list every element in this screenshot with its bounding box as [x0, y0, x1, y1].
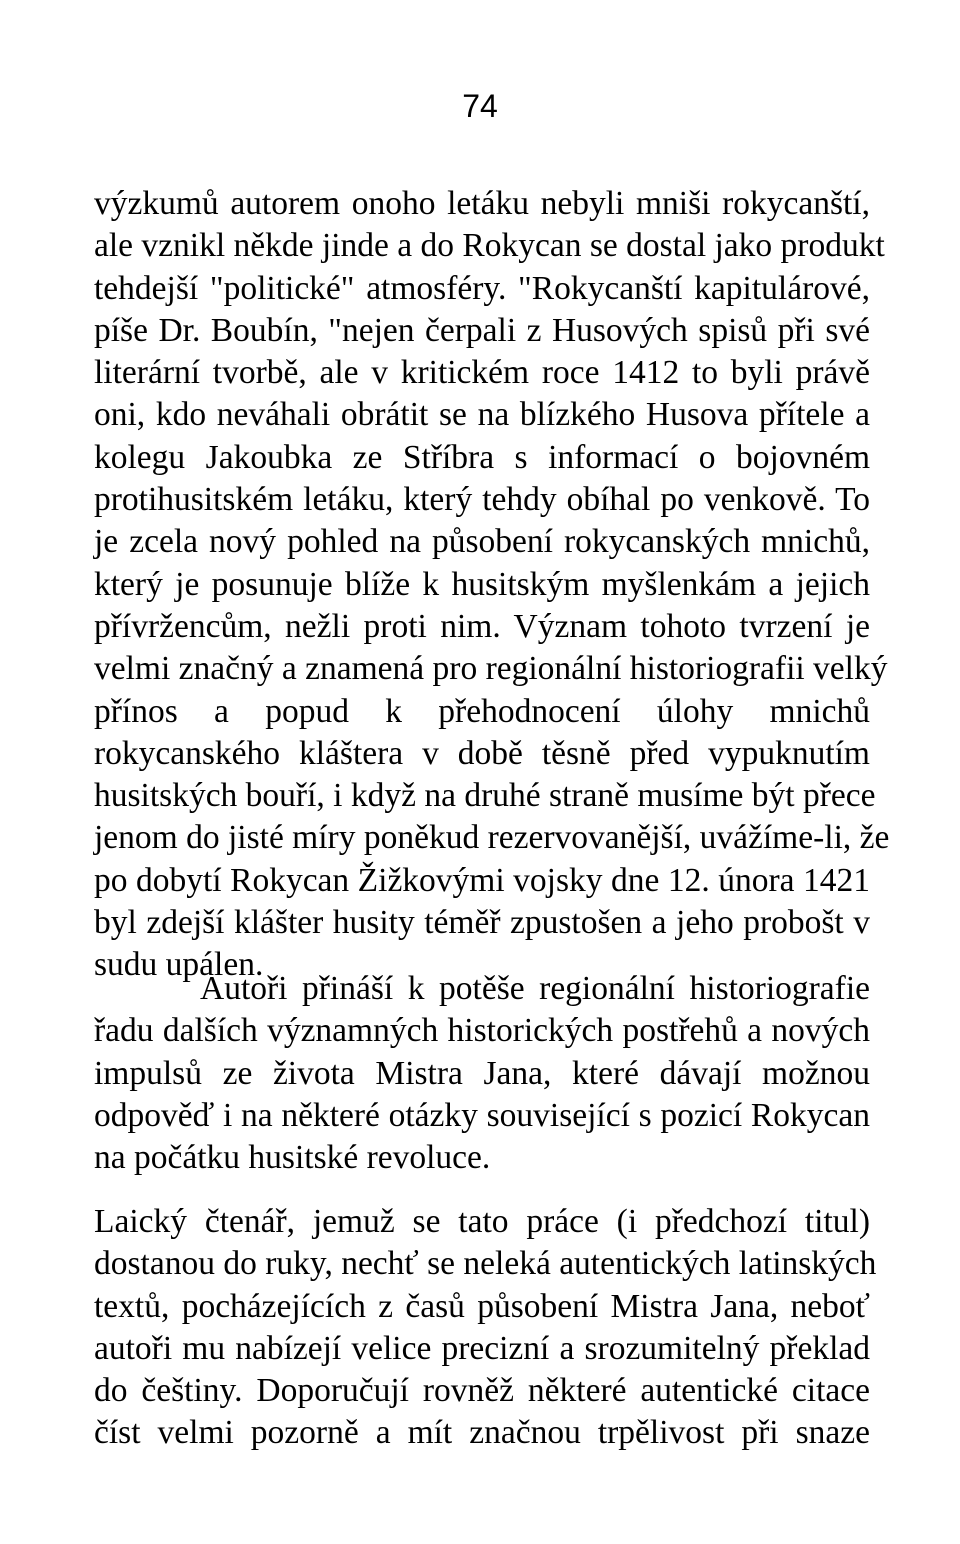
text-line: po dobytí Rokycan Žižkovými vojsky dne 12. února 1421: [94, 861, 870, 899]
text-line: číst velmi pozorně a mít značnou trpělivost při snaze: [94, 1414, 870, 1452]
text-line: dostanou do ruky, nechť se neleká autentických latinských: [94, 1245, 877, 1283]
page-number: 74: [462, 88, 498, 124]
text-line: husitských bouří, i když na druhé straně musíme být přece: [94, 777, 876, 815]
text-line: výzkumů autorem onoho letáku nebyli mniši rokycanští,: [94, 185, 870, 222]
text-line: Autoři přináší k potěše regionální historiografie: [200, 970, 870, 1007]
text-line: literární tvorbě, ale v kritickém roce 1412 to byli právě: [94, 354, 870, 392]
text-line: oni, kdo neváhali obrátit se na blízkého Husova přítele a: [94, 396, 870, 434]
text-line: řadu dalších významných historických postřehů a nových: [94, 1012, 870, 1050]
paragraph-1: [94, 183, 890, 987]
text-line: impulsů ze života Mistra Jana, které dávají možnou: [94, 1054, 870, 1092]
text-line: přívržencům, nežli proti nim. Význam tohoto tvrzení je: [94, 607, 870, 645]
text-line: Laický čtenář, jemuž se tato práce (i předchozí titul): [94, 1203, 870, 1240]
paragraph-3: [94, 1201, 877, 1455]
text-line: ale vznikl někde jinde a do Rokycan se dostal jako produkt: [94, 227, 885, 265]
text-line: do češtiny. Doporučují rovněž některé autentické citace: [94, 1372, 870, 1410]
text-line: kolegu Jakoubka ze Stříbra s informací o bojovném: [94, 438, 870, 476]
text-line: autoři mu nabízejí velice precizní a srozumitelný překlad: [94, 1329, 870, 1367]
text-line: je zcela nový pohled na působení rokycanských mnichů,: [94, 523, 870, 561]
text-line: textů, pocházejících z časů působení Mistra Jana, neboť: [94, 1287, 870, 1325]
text-line: rokycanského kláštera v době těsně před vypuknutím: [94, 734, 870, 772]
text-line: přínos a popud k přehodnocení úlohy mnichů: [94, 692, 870, 730]
text-line: odpověď i na některé otázky související s pozicí Rokycan: [94, 1096, 870, 1134]
text-line: velmi značný a znamená pro regionální historiografii velký: [94, 650, 888, 688]
text-line: byl zdejší klášter husity téměř zpustošen a jeho probošt v: [94, 904, 870, 942]
text-line: jenom do jisté míry poněkud rezervovanější, uvážíme-li, že: [94, 819, 890, 857]
text-line: píše Dr. Boubín, "nejen čerpali z Husových spisů při své: [94, 311, 870, 349]
paragraph-2: [94, 968, 870, 1179]
text-line: na počátku husitské revoluce.: [94, 1139, 491, 1177]
text-line: protihusitském letáku, který tehdy obíhal po venkově. To: [94, 481, 870, 519]
text-line: sudu upálen.: [94, 946, 264, 984]
text-line: který je posunuje blíže k husitským myšlenkám a jejich: [94, 565, 870, 603]
text-line: tehdejší "politické" atmosféry. "Rokycanští kapitulárové,: [94, 269, 870, 307]
